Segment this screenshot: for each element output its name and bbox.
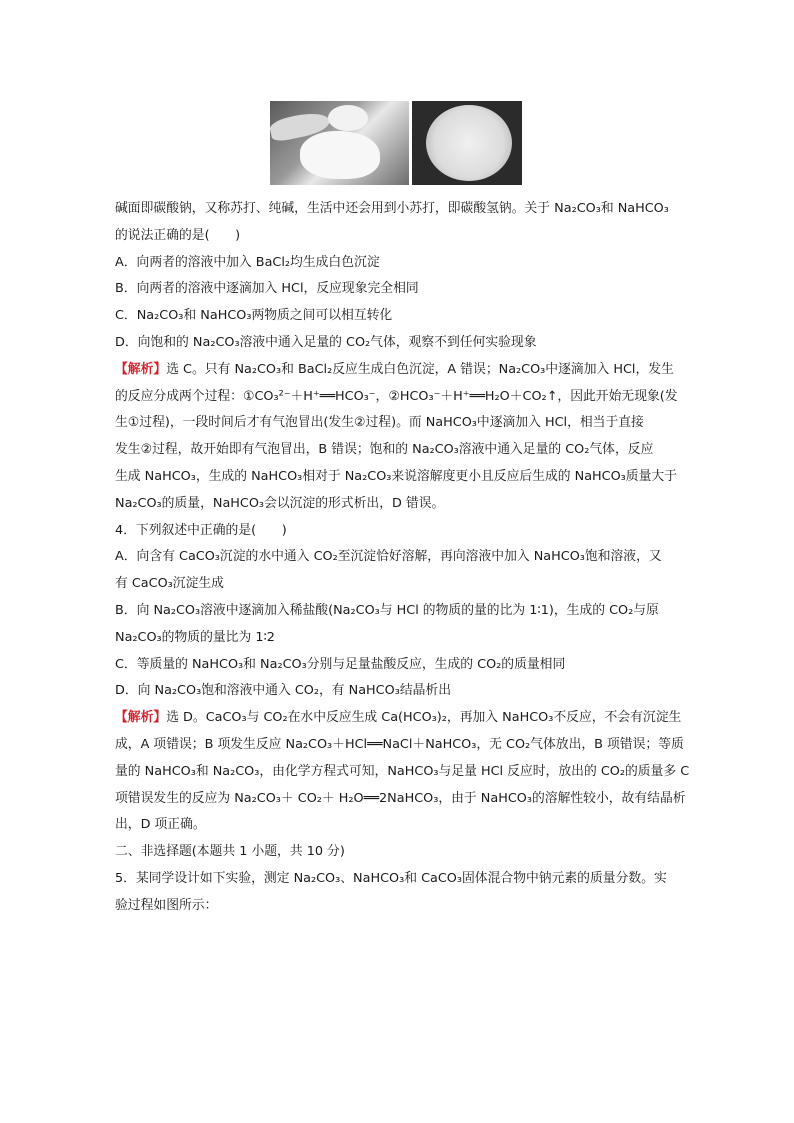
- q3-analysis-line-1: 【解析】选 C。只有 Na₂CO₃和 BaCl₂反应生成白色沉淀，A 错误；Na₂CO₃中逐滴加入 HCl，发生: [115, 361, 674, 377]
- q3-analysis-line-6: Na₂CO₃的质量，NaHCO₃会以沉淀的形式析出，D 错误。: [115, 495, 445, 511]
- photo-strip: [270, 101, 522, 185]
- q3-analysis-line-5: 生成 NaHCO₃，生成的 NaHCO₃相对于 Na₂CO₃来说溶解度更小且反应后生成的 NaHCO₃质量大于: [115, 468, 677, 484]
- q4-option-d: D．向 Na₂CO₃饱和溶液中通入 CO₂，有 NaHCO₃结晶析出: [115, 683, 452, 699]
- q4-option-b-line-2: Na₂CO₃的物质的量比为 1∶2: [115, 629, 275, 645]
- analysis-tag: 【解析】: [115, 710, 167, 726]
- q3-option-a: A．向两者的溶液中加入 BaCl₂均生成白色沉淀: [115, 254, 380, 270]
- q4-analysis-line-3: 量的 NaHCO₃和 Na₂CO₃，由化学方程式可知，NaHCO₃与足量 HCl 反应时，放出的 CO₂的质量多 C: [115, 763, 690, 779]
- q3-stem-line-1: 碱面即碳酸钠，又称苏打、纯碱，生活中还会用到小苏打，即碳酸氢钠。关于 Na₂CO₃和 NaHCO₃: [115, 201, 669, 216]
- q3-stem-line-2: 的说法正确的是( ): [115, 227, 241, 243]
- q4-option-a-line-1: A．向含有 CaCO₃沉淀的水中通入 CO₂至沉淀恰好溶解，再向溶液中加入 NaHCO₃饱和溶液，又: [115, 549, 662, 565]
- q3-analysis-line-4: 发生②过程，故开始即有气泡冒出，B 错误；饱和的 Na₂CO₃溶液中通入足量的 CO₂气体，反应: [115, 442, 654, 458]
- section-heading: 二、非选择题(本题共 1 小题，共 10 分): [115, 844, 345, 860]
- q3-option-d: D．向饱和的 Na₂CO₃溶液中通入足量的 CO₂气体，观察不到任何实验现象: [115, 334, 537, 350]
- q5-stem-line-2: 验过程如图所示：: [115, 897, 218, 913]
- q3-option-b: B．向两者的溶液中逐滴加入 HCl，反应现象完全相同: [115, 281, 419, 297]
- q4-stem: 4．下列叙述中正确的是( ): [115, 522, 287, 538]
- dough-disk-photo: [412, 101, 522, 185]
- document-text: [115, 196, 690, 920]
- kneading-dough-photo: [270, 101, 409, 185]
- q4-analysis-line-1: 【解析】选 D。CaCO₃与 CO₂在水中反应生成 Ca(HCO₃)₂，再加入 NaHCO₃不反应，不会有沉淀生: [115, 710, 682, 726]
- q4-analysis-line-5: 出，D 项正确。: [115, 817, 206, 833]
- analysis-tag: 【解析】: [115, 361, 167, 377]
- q3-analysis-line-3: 生①过程)，一段时间后才有气泡冒出(发生②过程)。而 NaHCO₃中逐滴加入 HCl，相当于直接: [115, 415, 644, 431]
- q4-option-b-line-1: B．向 Na₂CO₃溶液中逐滴加入稀盐酸(Na₂CO₃与 HCl 的物质的量的比为 1∶1)，生成的 CO₂与原: [115, 602, 659, 618]
- q5-stem-line-1: 5．某同学设计如下实验，测定 Na₂CO₃、NaHCO₃和 CaCO₃固体混合物中钠元素的质量分数。实: [115, 870, 667, 886]
- q3-analysis-line-2: 的反应分成两个过程：①CO₃²⁻＋H⁺══HCO₃⁻，②HCO₃⁻＋H⁺══H₂O＋CO₂↑，因此开始无现象(发: [115, 388, 678, 404]
- q4-option-c: C．等质量的 NaHCO₃和 Na₂CO₃分别与足量盐酸反应，生成的 CO₂的质量相同: [115, 656, 566, 672]
- q4-analysis-line-2: 成，A 项错误；B 项发生反应 Na₂CO₃＋HCl══NaCl＋NaHCO₃，无 CO₂气体放出，B 项错误；等质: [115, 736, 684, 752]
- q3-option-c: C．Na₂CO₃和 NaHCO₃两物质之间可以相互转化: [115, 308, 393, 324]
- q4-analysis-line-4: 项错误发生的反应为 Na₂CO₃＋ CO₂＋ H₂O══2NaHCO₃，由于 NaHCO₃的溶解性较小，故有结晶析: [115, 790, 686, 806]
- q4-option-a-line-2: 有 CaCO₃沉淀生成: [115, 576, 224, 592]
